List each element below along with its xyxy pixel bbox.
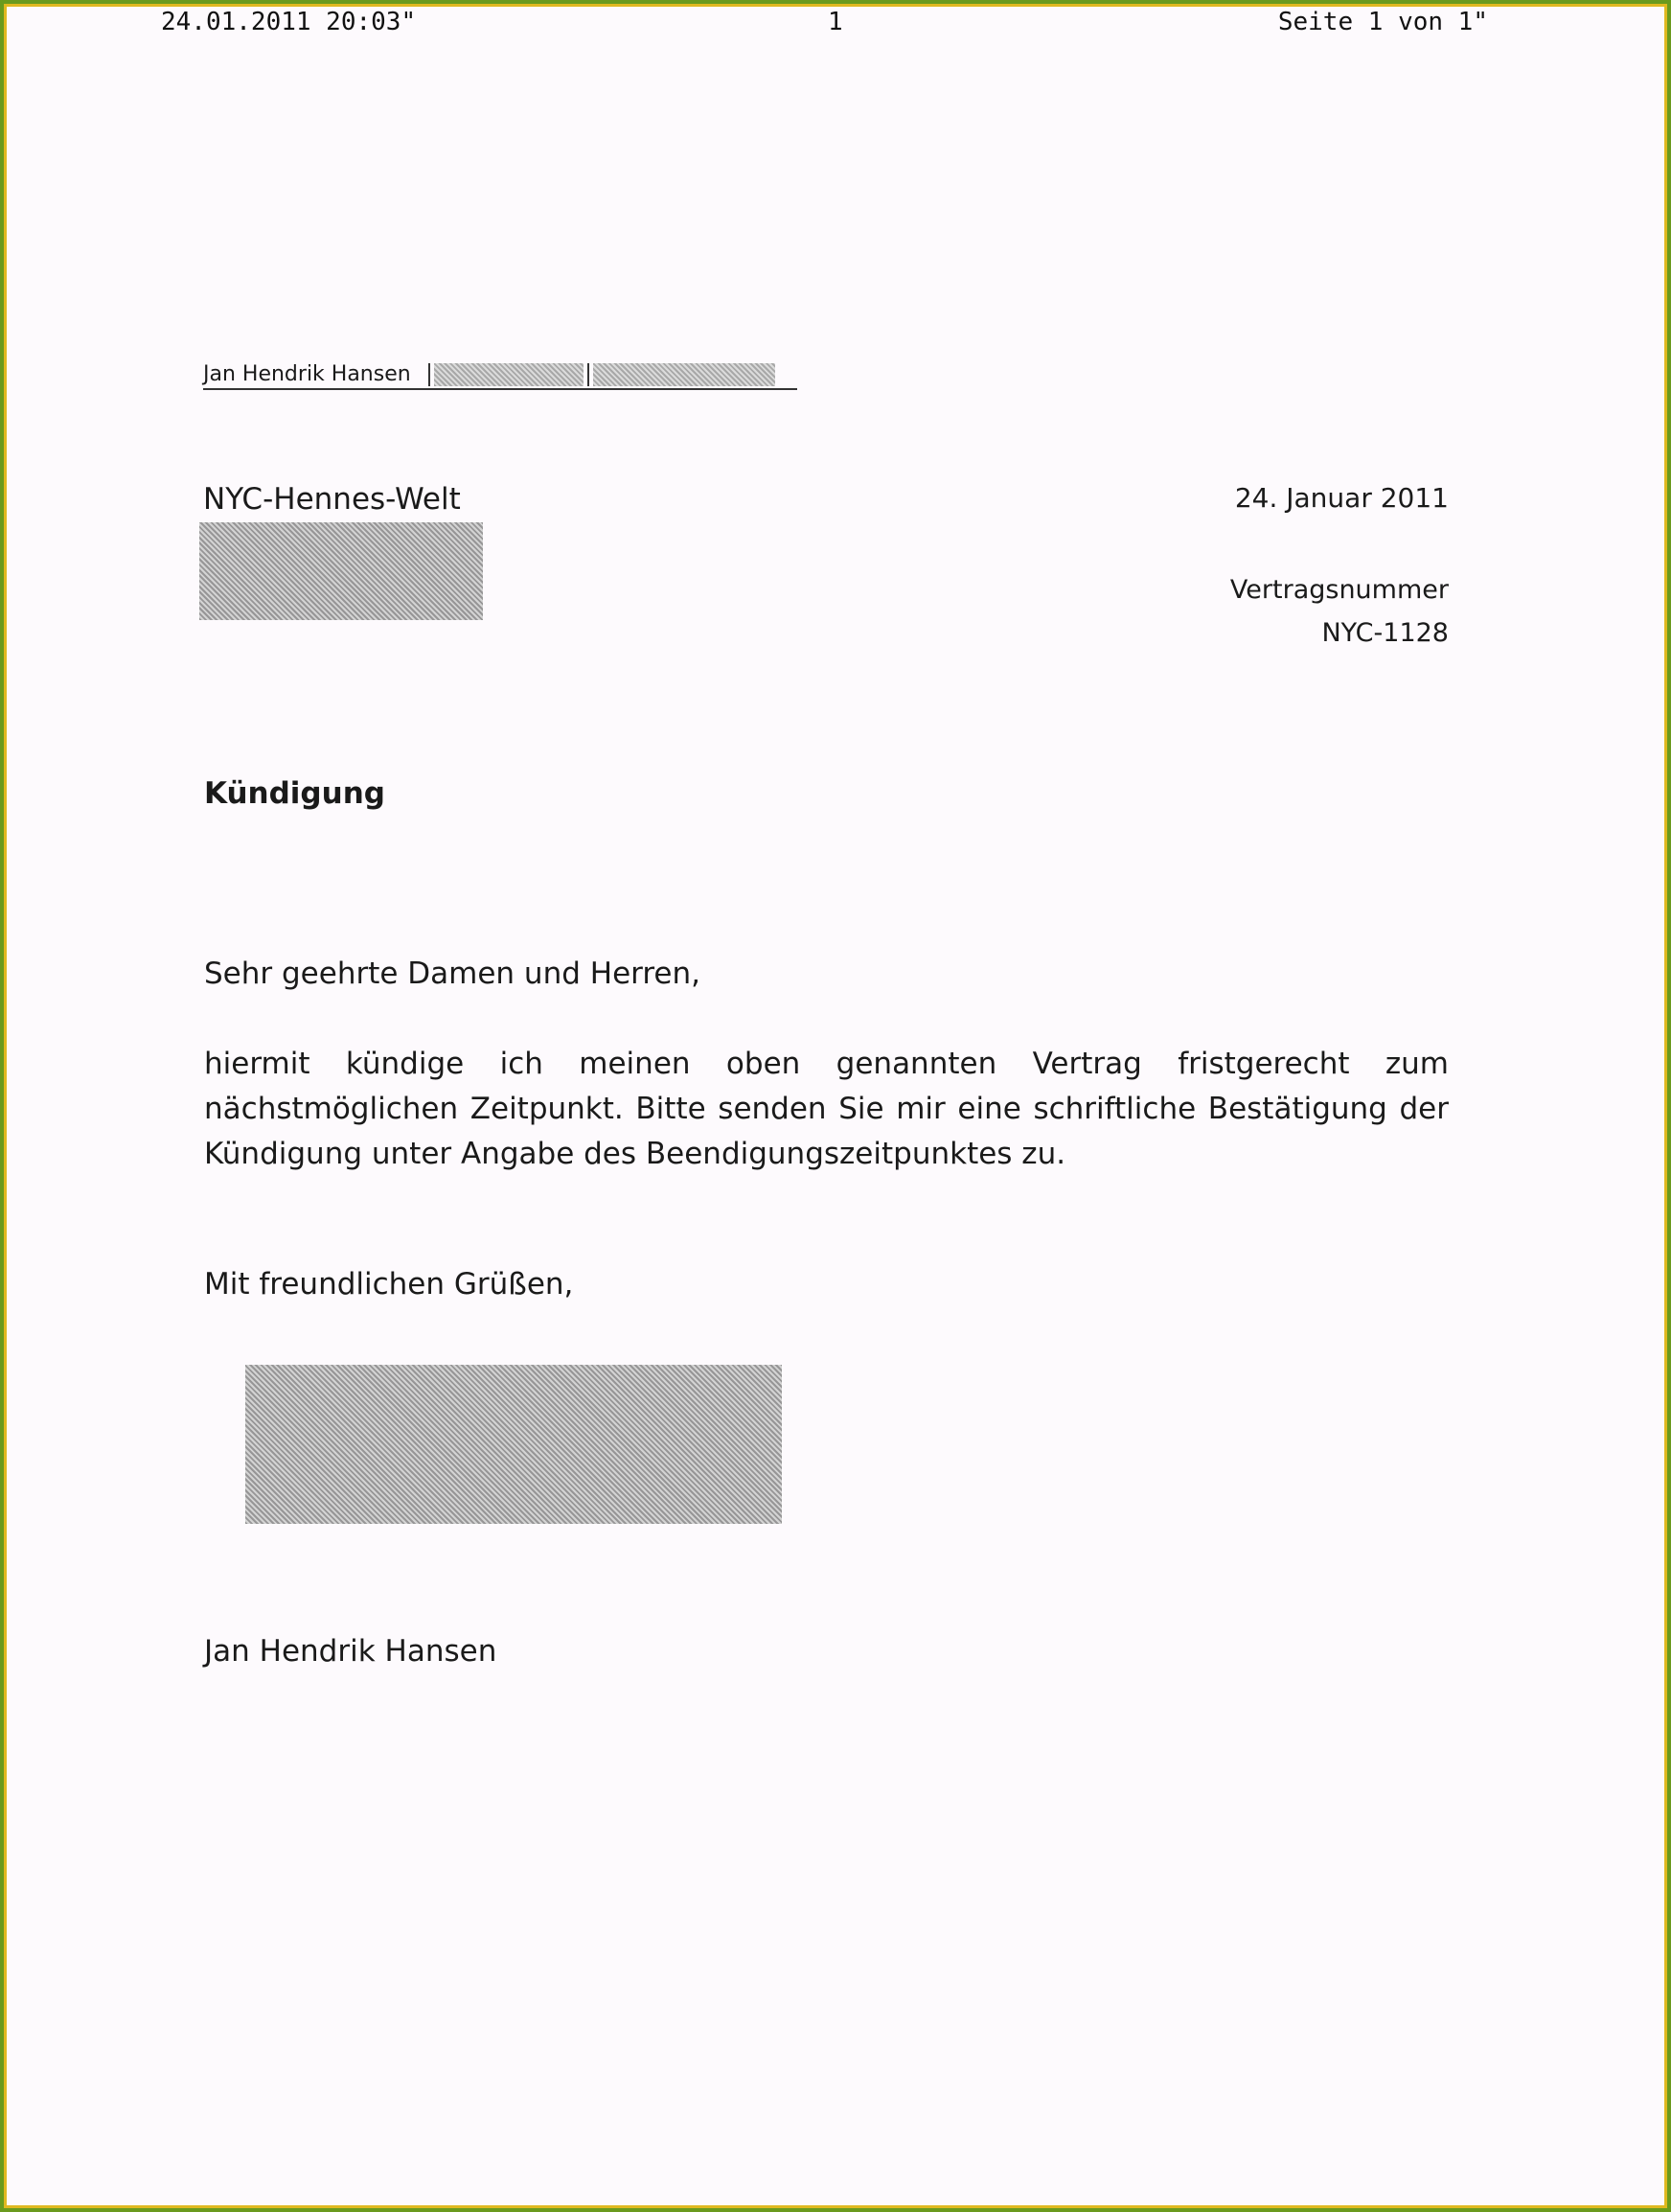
contract-number: NYC-1128 [1321,618,1449,648]
redacted-recipient-address [199,522,483,620]
separator [587,363,589,386]
contract-label: Vertragsnummer [1229,575,1449,605]
salutation: Sehr geehrte Damen und Herren, [204,956,700,991]
separator [428,363,430,386]
recipient-name: NYC-Hennes-Welt [203,482,461,517]
sender-address-line [203,362,797,390]
letter-body: hiermit kündige ich meinen oben genannten Vertrag fristgerecht zum nächstmöglichen Zeitpunkt. Bitte senden Sie mir eine schriftliche Bestätigung der Kündigung unter Angabe des Beendigungszeitpunktes zu. [204,1047,1449,1171]
print-datetime: 24.01.2011 20:03" [161,8,417,36]
print-page-number: 1 [828,8,843,36]
letter-date: 24. Januar 2011 [1234,482,1449,514]
signature-name: Jan Hendrik Hansen [204,1634,497,1669]
sender-name: Jan Hendrik Hansen [203,362,411,386]
redacted-street [434,363,584,386]
redacted-city [593,363,775,386]
print-page-of: Seite 1 von 1" [1277,8,1488,36]
closing: Mit freundlichen Grüßen, [204,1267,574,1302]
redacted-signature [245,1365,782,1524]
letter-subject: Kündigung [204,776,385,811]
